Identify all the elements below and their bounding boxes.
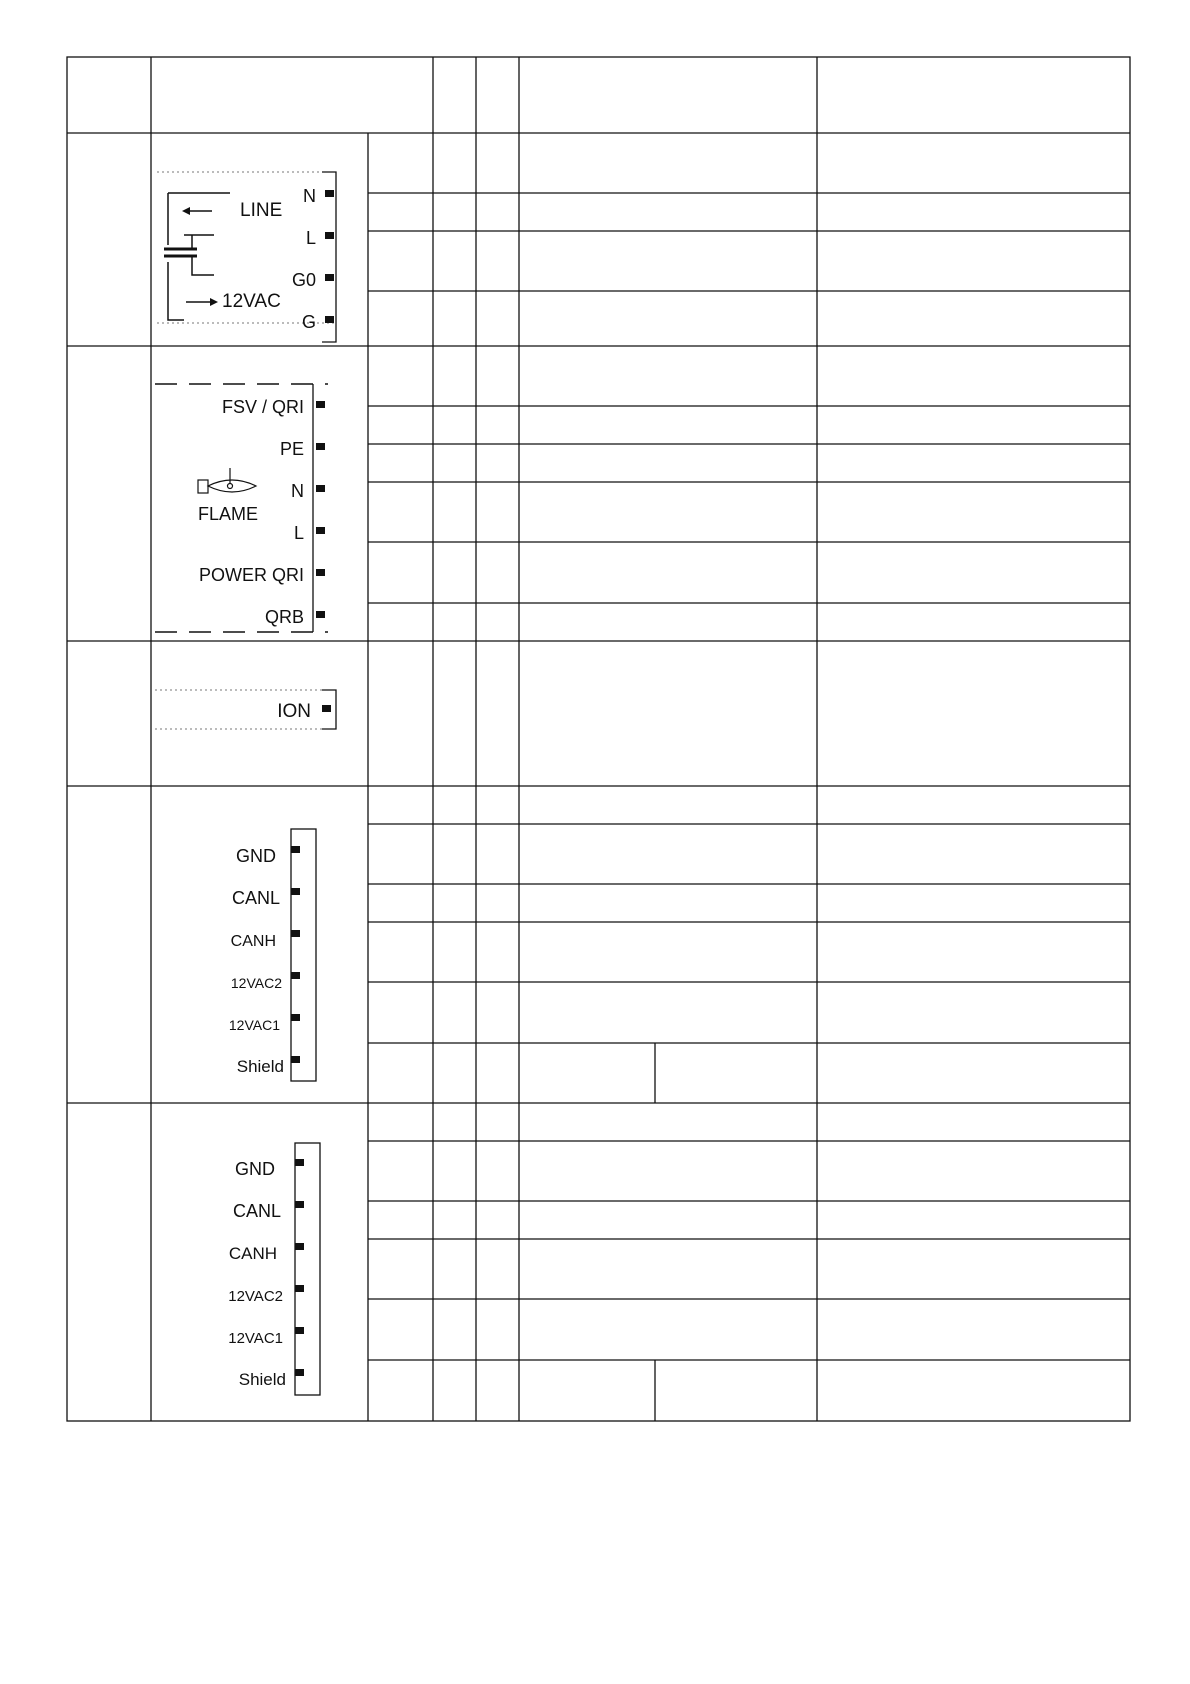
pin-label: FSV / QRI: [221, 397, 304, 417]
connector-body: [295, 1143, 320, 1395]
table-grid: [67, 57, 1130, 1421]
pin-marker: [295, 1243, 304, 1250]
pin-marker: [291, 888, 300, 895]
pin-marker: [295, 1201, 304, 1208]
pin-label: N: [303, 186, 316, 206]
line-label: LINE: [240, 200, 283, 221]
pin-marker: [295, 1285, 304, 1292]
vac-label: 12VAC: [222, 291, 281, 312]
pin-label: POWER QRI: [198, 565, 304, 585]
transformer-icon: [164, 193, 230, 320]
pin-label: CANH: [230, 933, 276, 950]
flame-label: FLAME: [197, 504, 259, 524]
pin-label: L: [293, 523, 304, 543]
connector-body: [291, 829, 316, 1081]
pin-label: QRB: [264, 607, 304, 627]
can-connector-diagram-2: [228, 1143, 320, 1395]
pin-marker: [291, 972, 300, 979]
pin-marker: [316, 611, 325, 618]
pin-label: 12VAC2: [230, 975, 282, 991]
pin-label: ION: [277, 701, 311, 722]
pin-marker: [325, 190, 334, 197]
pin-marker: [295, 1327, 304, 1334]
pin-label: 12VAC1: [228, 1330, 283, 1347]
pin-marker: [322, 705, 331, 712]
pin-label: G0: [291, 270, 316, 290]
pin-marker: [325, 316, 334, 323]
pin-marker: [291, 930, 300, 937]
pin-label: GND: [236, 846, 276, 866]
table-border: [67, 57, 1130, 1421]
pin-label: PE: [279, 439, 304, 459]
pin-label: 12VAC1: [228, 1017, 280, 1033]
pin-label: CANH: [228, 1244, 277, 1263]
pin-marker: [316, 527, 325, 534]
pin-marker: [291, 846, 300, 853]
can-connector-diagram-1: [229, 829, 316, 1081]
arrow-left-icon: [182, 207, 212, 215]
pin-marker: [291, 1056, 300, 1063]
pin-label: G: [301, 312, 316, 332]
pin-marker: [325, 274, 334, 281]
pin-label: GND: [235, 1159, 275, 1179]
pin-label: CANL: [232, 1201, 281, 1221]
pin-marker: [316, 401, 325, 408]
pin-marker: [325, 232, 334, 239]
pin-marker: [316, 443, 325, 450]
pin-label: CANL: [231, 888, 280, 908]
pin-label: Shield: [238, 1370, 286, 1389]
pin-marker: [295, 1159, 304, 1166]
pin-marker: [316, 569, 325, 576]
flame-sensor-icon: [198, 468, 256, 493]
pin-marker: [295, 1369, 304, 1376]
pin-marker: [291, 1014, 300, 1021]
pin-label: Shield: [236, 1057, 284, 1076]
power-connector-diagram: [157, 172, 336, 342]
arrow-right-icon: [186, 298, 218, 306]
pin-label: 12VAC2: [228, 1288, 283, 1305]
ionisation-connector-diagram: [155, 690, 336, 729]
burner-connector-diagram: [155, 384, 328, 632]
pin-marker: [316, 485, 325, 492]
pin-label: N: [291, 481, 304, 501]
pin-label: L: [305, 228, 316, 248]
